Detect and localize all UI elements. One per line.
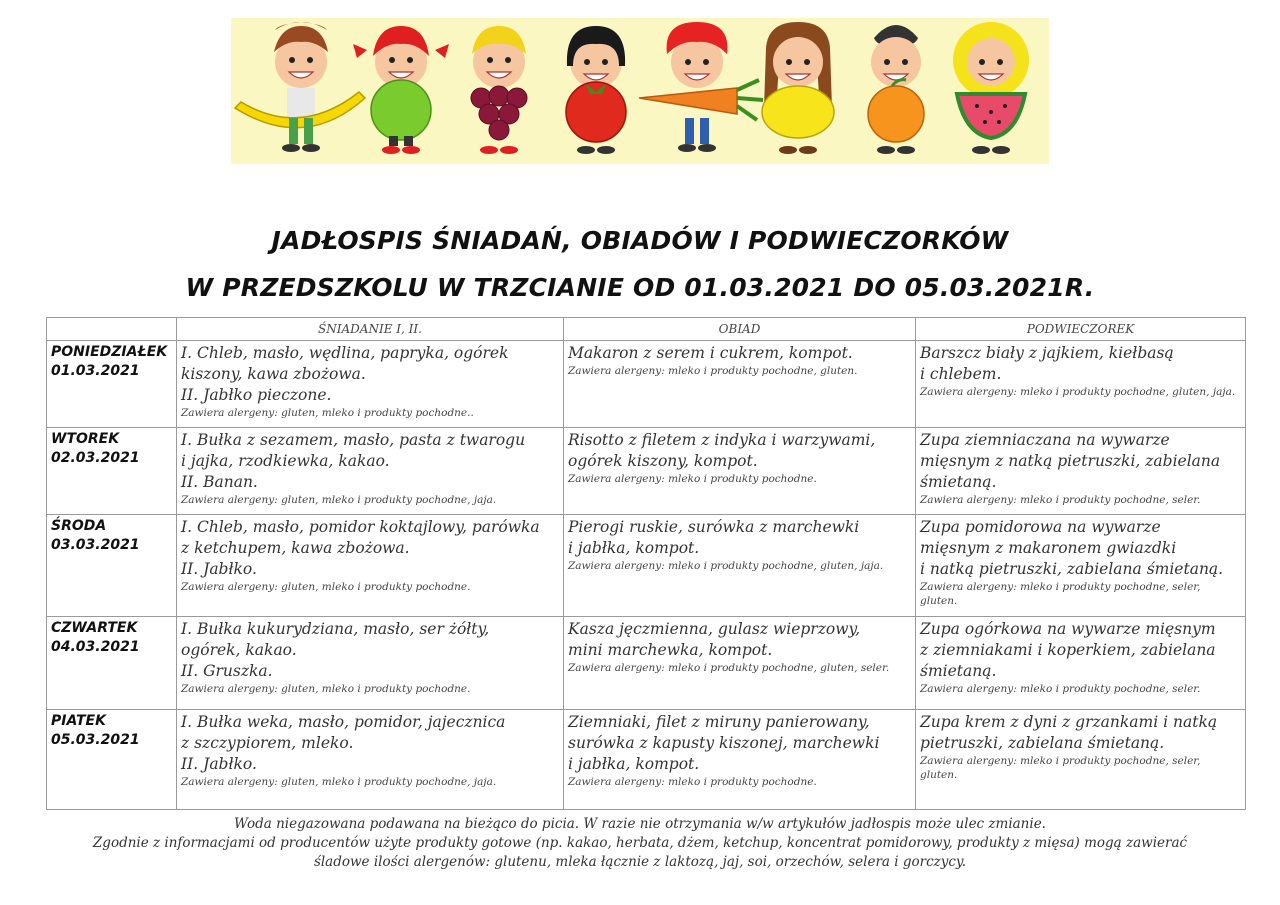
day-date: 01.03.2021 — [51, 363, 140, 379]
meal-line: Zupa krem z dyni z grzankami i natką — [920, 713, 1218, 731]
meal-line: mini marchewka, kompot. — [568, 641, 773, 659]
meal-line: ogórek kiszony, kompot. — [568, 452, 758, 470]
allergen-note: Zawiera alergeny: gluten, mleko i produkty pochodne. — [181, 581, 471, 593]
allergen-note: Zawiera alergeny: gluten, mleko i produkty pochodne. — [181, 683, 471, 695]
allergen-note: Zawiera alergeny: gluten, mleko i produkty pochodne, jaja. — [181, 494, 497, 506]
allergen-note: Zawiera alergeny: mleko i produkty pochodne, gluten, jaja. — [568, 560, 884, 572]
breakfast-cell — [177, 515, 564, 617]
allergen-note: Zawiera alergeny: mleko i produkty pochodne. — [568, 776, 817, 788]
meal-line: z szczypiorem, mleko. — [181, 734, 354, 752]
header-day — [47, 318, 177, 341]
meal-line: Pierogi ruskie, surówka z marchewki — [568, 518, 860, 536]
allergen-note: Zawiera alergeny: gluten, mleko i produkty pochodne.. — [181, 407, 474, 419]
meal-line: II. Jabłko pieczone. — [181, 386, 332, 404]
snack-cell — [916, 341, 1246, 428]
footer-note-traces: śladowe ilości alergenów: glutenu, mleka łącznie z laktozą, jaj, soi, orzechów, selera i gorczycy. — [313, 854, 967, 870]
banner-illustration — [231, 18, 1049, 164]
allergen-note: Zawiera alergeny: mleko i produkty pochodne, seler, gluten. — [920, 755, 1201, 781]
meal-line: ogórek, kakao. — [181, 641, 297, 659]
meal-line: I. Bułka kukurydziana, masło, ser żółty, — [181, 620, 490, 638]
day-cell — [47, 341, 177, 428]
meal-line: i natką pietruszki, zabielana śmietaną. — [920, 560, 1224, 578]
meal-line: i jabłka, kompot. — [568, 539, 700, 557]
meal-line: śmietaną. — [920, 473, 997, 491]
lunch-cell — [564, 428, 916, 515]
day-date: 03.03.2021 — [51, 537, 140, 553]
meal-line: z ketchupem, kawa zbożowa. — [181, 539, 410, 557]
breakfast-cell — [177, 617, 564, 710]
day-name: ŚRODA — [51, 518, 107, 534]
allergen-note: Zawiera alergeny: mleko i produkty pochodne, seler. — [920, 494, 1201, 506]
day-cell — [47, 710, 177, 810]
meal-line: i jajka, rzodkiewka, kakao. — [181, 452, 390, 470]
meal-line: I. Chleb, masło, pomidor koktajlowy, parówka — [181, 518, 540, 536]
meal-line: Makaron z serem i cukrem, kompot. — [568, 344, 853, 362]
header-breakfast: ŚNIADANIE I, II. — [177, 318, 564, 341]
day-cell — [47, 617, 177, 710]
meal-line: kiszony, kawa zbożowa. — [181, 365, 366, 383]
table-row — [47, 710, 1246, 810]
table-row — [47, 515, 1246, 617]
meal-line: śmietaną. — [920, 662, 997, 680]
meal-line: surówka z kapusty kiszonej, marchewki — [568, 734, 880, 752]
allergen-note: Zawiera alergeny: mleko i produkty pochodne, gluten. — [568, 365, 858, 377]
meal-line: I. Chleb, masło, wędlina, papryka, ogórek — [181, 344, 509, 362]
table-row — [47, 617, 1246, 710]
meal-line: z ziemniakami i koperkiem, zabielana — [920, 641, 1216, 659]
breakfast-cell — [177, 341, 564, 428]
day-name: PONIEDZIAŁEK — [51, 344, 168, 360]
allergen-note: Zawiera alergeny: mleko i produkty pochodne, seler. — [920, 683, 1201, 695]
allergen-note: Zawiera alergeny: mleko i produkty pochodne, gluten, seler. — [568, 662, 890, 674]
lunch-cell — [564, 710, 916, 810]
meal-line: i jabłka, kompot. — [568, 755, 700, 773]
meal-line: I. Bułka z sezamem, masło, pasta z twarogu — [181, 431, 526, 449]
snack-cell — [916, 710, 1246, 810]
header-snack: PODWIECZOREK — [916, 318, 1246, 341]
allergen-note: Zawiera alergeny: mleko i produkty pochodne, seler, gluten. — [920, 581, 1201, 607]
header-lunch: OBIAD — [564, 318, 916, 341]
meal-line: II. Gruszka. — [181, 662, 273, 680]
meal-line: Zupa ziemniaczana na wywarze — [920, 431, 1170, 449]
snack-cell — [916, 515, 1246, 617]
day-date: 04.03.2021 — [51, 639, 140, 655]
table-row — [47, 428, 1246, 515]
lunch-cell — [564, 515, 916, 617]
day-name: CZWARTEK — [51, 620, 138, 636]
menu-subtitle: W PRZEDSZKOLU W TRZCIANIE OD 01.03.2021 DO 05.03.2021R. — [185, 273, 1095, 302]
meal-line: Zupa ogórkowa na wywarze mięsnym — [920, 620, 1216, 638]
menu-title: JADŁOSPIS ŚNIADAŃ, OBIADÓW I PODWIECZORKÓW — [271, 226, 1009, 255]
day-name: PIATEK — [51, 713, 106, 729]
allergen-note: Zawiera alergeny: mleko i produkty pochodne. — [568, 473, 817, 485]
footer-note-water: Woda niegazowana podawana na bieżąco do picia. W razie nie otrzymania w/w artykułów jadłospis może ulec zmianie. — [234, 816, 1046, 832]
allergen-note: Zawiera alergeny: mleko i produkty pochodne, gluten, jaja. — [920, 386, 1236, 398]
meal-line: II. Jabłko. — [181, 560, 257, 578]
snack-cell — [916, 428, 1246, 515]
kids-fruits-drawing — [231, 18, 1049, 164]
meal-line: mięsnym z natką pietruszki, zabielana — [920, 452, 1221, 470]
meal-line: Kasza jęczmienna, gulasz wieprzowy, — [568, 620, 861, 638]
footer-note-allergens: Zgodnie z informacjami od producentów użyte produkty gotowe (np. kakao, herbata, dżem, ketchup, koncentrat pomidorowy, produkty z mięsa) mogą zawierać — [92, 835, 1188, 851]
meal-line: II. Jabłko. — [181, 755, 257, 773]
day-date: 05.03.2021 — [51, 732, 140, 748]
meal-line: i chlebem. — [920, 365, 1002, 383]
table-row — [47, 341, 1246, 428]
lunch-cell — [564, 617, 916, 710]
meal-line: mięsnym z makaronem gwiazdki — [920, 539, 1177, 557]
breakfast-cell — [177, 428, 564, 515]
meal-line: Barszcz biały z jajkiem, kiełbasą — [920, 344, 1174, 362]
meal-line: I. Bułka weka, masło, pomidor, jajecznica — [181, 713, 506, 731]
day-name: WTOREK — [51, 431, 120, 447]
day-date: 02.03.2021 — [51, 450, 140, 466]
day-cell — [47, 428, 177, 515]
menu-table-header — [47, 318, 1246, 341]
snack-cell — [916, 617, 1246, 710]
day-cell — [47, 515, 177, 617]
meal-line: II. Banan. — [181, 473, 258, 491]
meal-line: Zupa pomidorowa na wywarze — [920, 518, 1161, 536]
lunch-cell — [564, 341, 916, 428]
meal-line: Ziemniaki, filet z miruny panierowany, — [568, 713, 870, 731]
breakfast-cell — [177, 710, 564, 810]
meal-line: pietruszki, zabielana śmietaną. — [920, 734, 1165, 752]
meal-line: Risotto z filetem z indyka i warzywami, — [568, 431, 876, 449]
menu-table — [46, 317, 1246, 810]
allergen-note: Zawiera alergeny: gluten, mleko i produkty pochodne, jaja. — [181, 776, 497, 788]
